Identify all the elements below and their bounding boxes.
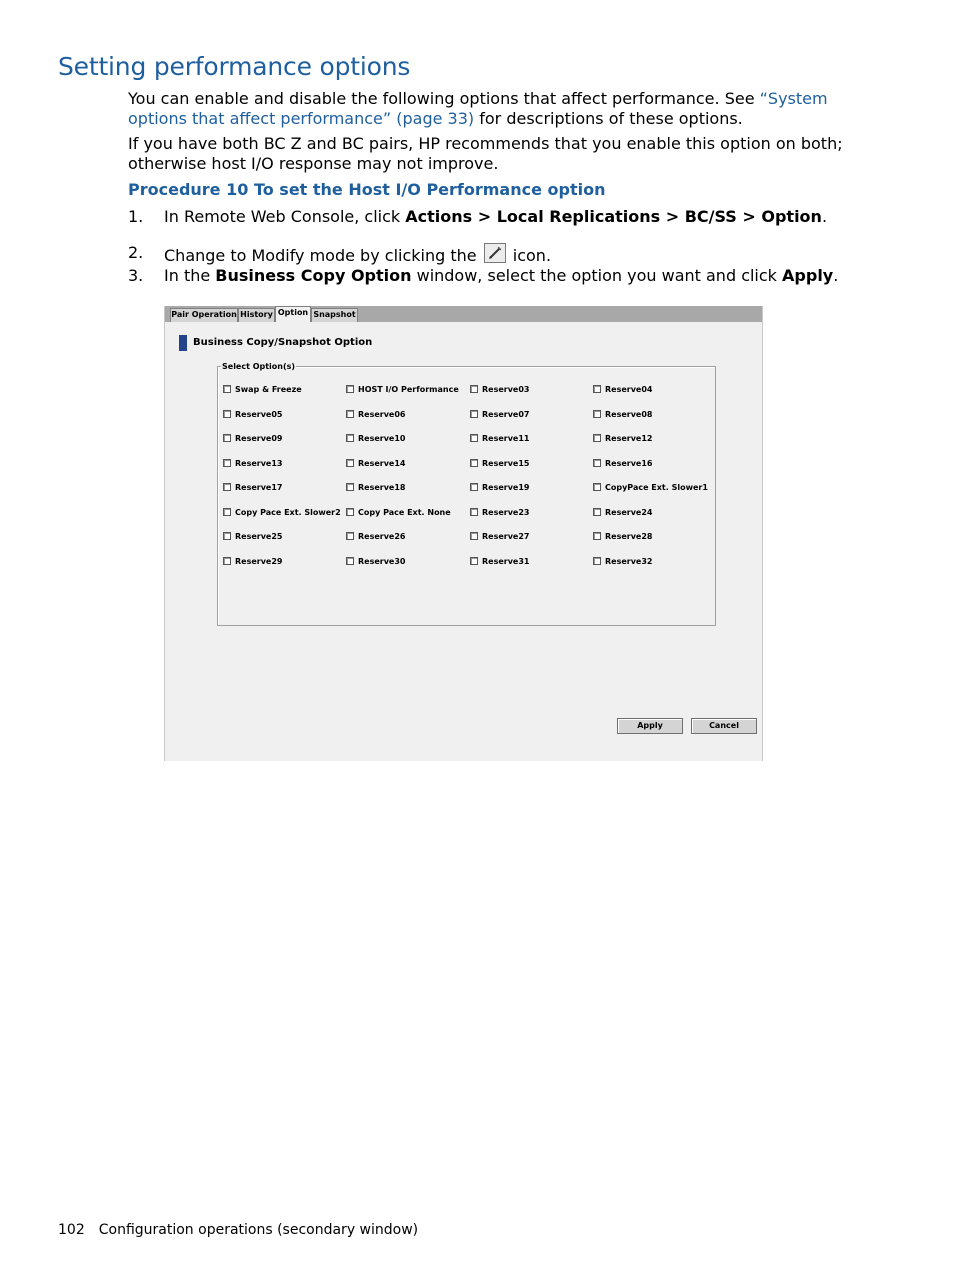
option-checkbox[interactable] — [346, 532, 406, 544]
apply-button[interactable]: Apply — [617, 718, 683, 734]
checkbox-icon[interactable] — [346, 508, 354, 516]
option-label: Reserve06 — [358, 409, 406, 419]
checkbox-icon[interactable] — [593, 459, 601, 467]
checkbox-icon[interactable] — [593, 434, 601, 442]
option-label: Reserve30 — [358, 556, 406, 566]
option-checkbox[interactable] — [593, 508, 653, 520]
checkbox-icon[interactable] — [593, 532, 601, 540]
option-checkbox[interactable] — [470, 459, 530, 471]
option-checkbox[interactable] — [593, 557, 653, 569]
option-checkbox[interactable] — [470, 508, 530, 520]
checkbox-icon[interactable] — [470, 532, 478, 540]
option-checkbox[interactable] — [470, 532, 530, 544]
option-checkbox[interactable] — [346, 483, 406, 495]
option-label: CopyPace Ext. Slower1 — [605, 483, 708, 492]
step-number: 2. — [128, 243, 144, 262]
option-label: Reserve29 — [235, 556, 283, 566]
step-text: Change to Modify mode by clicking the icon. — [164, 243, 551, 266]
checkbox-icon[interactable] — [346, 385, 354, 393]
cancel-button[interactable]: Cancel — [691, 718, 757, 734]
option-checkbox[interactable] — [470, 557, 530, 569]
option-checkbox[interactable] — [593, 483, 708, 495]
option-label: Reserve17 — [235, 483, 283, 492]
checkbox-icon[interactable] — [346, 483, 354, 491]
tab-pair-operation[interactable]: Pair Operation — [170, 308, 238, 322]
option-label: Reserve23 — [482, 507, 530, 517]
checkbox-icon[interactable] — [593, 410, 601, 418]
option-checkbox[interactable] — [593, 385, 653, 397]
checkbox-icon[interactable] — [223, 483, 231, 491]
step-number: 3. — [128, 266, 144, 285]
option-label: Reserve16 — [605, 458, 653, 468]
intro-paragraph — [128, 89, 873, 129]
option-checkbox[interactable] — [223, 483, 283, 495]
option-checkbox[interactable] — [346, 557, 406, 569]
business-copy-option-window — [164, 306, 763, 761]
option-checkbox[interactable] — [223, 434, 283, 446]
tab-history[interactable]: History — [238, 308, 275, 322]
panel-title: Business Copy/Snapshot Option — [193, 337, 373, 348]
option-label: Reserve14 — [358, 458, 406, 468]
option-checkbox[interactable] — [593, 434, 653, 446]
option-checkbox[interactable] — [593, 532, 653, 544]
checkbox-icon[interactable] — [593, 508, 601, 516]
step-text: In the Business Copy Option window, select the option you want and click Apply. — [164, 266, 839, 285]
option-label: Reserve26 — [358, 532, 406, 541]
note-paragraph: If you have both BC Z and BC pairs, HP recommends that you enable this option on both; otherwise host I/O response may not improve. — [128, 134, 843, 173]
checkbox-icon[interactable] — [346, 410, 354, 418]
page-title: Setting performance options — [58, 52, 411, 81]
option-checkbox[interactable] — [470, 385, 530, 397]
option-label: Reserve15 — [482, 458, 530, 468]
option-checkbox[interactable] — [470, 434, 530, 446]
option-label: Reserve05 — [235, 409, 283, 419]
checkbox-icon[interactable] — [223, 459, 231, 467]
option-checkbox[interactable] — [223, 508, 341, 520]
checkbox-icon[interactable] — [470, 459, 478, 467]
step-text: In Remote Web Console, click Actions > Local Replications > BC/SS > Option. — [164, 207, 828, 226]
option-label: Reserve04 — [605, 385, 653, 394]
checkbox-icon[interactable] — [470, 508, 478, 516]
tab-snapshot[interactable]: Snapshot — [311, 308, 358, 322]
page-footer — [58, 1222, 418, 1238]
intro-text: You can enable and disable the following options that affect performance. See — [128, 89, 760, 108]
option-checkbox[interactable] — [346, 508, 451, 520]
checkbox-icon[interactable] — [223, 508, 231, 516]
checkbox-icon[interactable] — [346, 434, 354, 442]
option-label: Reserve25 — [235, 532, 283, 541]
checkbox-icon[interactable] — [470, 434, 478, 442]
option-checkbox[interactable] — [346, 434, 406, 446]
checkbox-icon[interactable] — [593, 557, 601, 565]
option-label: Reserve09 — [235, 434, 283, 443]
option-label: Reserve27 — [482, 532, 530, 541]
option-label: Reserve08 — [605, 409, 653, 419]
page-number: 102 — [58, 1222, 85, 1238]
option-label: Reserve07 — [482, 409, 530, 419]
option-label: Reserve32 — [605, 556, 653, 566]
footer-section: Configuration operations (secondary window) — [98, 1222, 419, 1238]
option-label: Reserve12 — [605, 434, 653, 443]
group-label: Select Option(s) — [222, 362, 296, 371]
option-checkbox[interactable] — [223, 385, 302, 397]
checkbox-icon[interactable] — [470, 385, 478, 393]
checkbox-icon[interactable] — [346, 532, 354, 540]
checkbox-icon[interactable] — [223, 434, 231, 442]
tab-option[interactable]: Option — [275, 306, 311, 322]
option-checkbox[interactable] — [346, 459, 406, 471]
step-number: 1. — [128, 207, 144, 226]
option-checkbox[interactable] — [470, 483, 530, 495]
checkbox-icon[interactable] — [470, 410, 478, 418]
tab-bar — [165, 306, 762, 322]
option-label: Copy Pace Ext. Slower2 — [235, 507, 341, 517]
option-checkbox[interactable] — [593, 459, 653, 471]
option-label: Reserve11 — [482, 434, 530, 443]
checkbox-icon[interactable] — [223, 410, 231, 418]
option-checkbox[interactable] — [346, 385, 459, 397]
checkbox-icon[interactable] — [223, 532, 231, 540]
modify-pencil-icon — [484, 243, 506, 263]
option-label: Reserve10 — [358, 434, 406, 443]
checkbox-icon[interactable] — [593, 483, 601, 491]
option-label: Reserve18 — [358, 483, 406, 492]
checkbox-icon[interactable] — [346, 557, 354, 565]
system-options-link[interactable]: “System options that affect performance” (page 33) — [128, 89, 828, 128]
option-label: HOST I/O Performance — [358, 385, 459, 394]
checkbox-icon[interactable] — [470, 557, 478, 565]
option-label: Reserve31 — [482, 556, 530, 566]
checkbox-icon[interactable] — [223, 557, 231, 565]
option-checkbox[interactable] — [223, 557, 283, 569]
option-label: Reserve13 — [235, 458, 283, 468]
option-label: Reserve24 — [605, 507, 653, 517]
checkbox-icon[interactable] — [346, 459, 354, 467]
checkbox-icon[interactable] — [593, 385, 601, 393]
option-checkbox[interactable] — [223, 532, 283, 544]
select-options-group — [217, 362, 716, 626]
option-label: Reserve28 — [605, 532, 653, 541]
option-label: Reserve19 — [482, 483, 530, 492]
checkbox-icon[interactable] — [223, 385, 231, 393]
option-checkbox[interactable] — [346, 410, 406, 422]
panel-marker — [179, 335, 187, 351]
option-checkbox[interactable] — [223, 459, 283, 471]
option-checkbox[interactable] — [593, 410, 653, 422]
checkbox-icon[interactable] — [470, 483, 478, 491]
option-checkbox[interactable] — [470, 410, 530, 422]
option-label: Swap & Freeze — [235, 385, 302, 394]
option-label: Reserve03 — [482, 385, 530, 394]
procedure-title: Procedure 10 To set the Host I/O Performance option — [128, 180, 606, 199]
option-label: Copy Pace Ext. None — [358, 507, 451, 517]
intro-text-end: for descriptions of these options. — [474, 109, 743, 128]
option-checkbox[interactable] — [223, 410, 283, 422]
